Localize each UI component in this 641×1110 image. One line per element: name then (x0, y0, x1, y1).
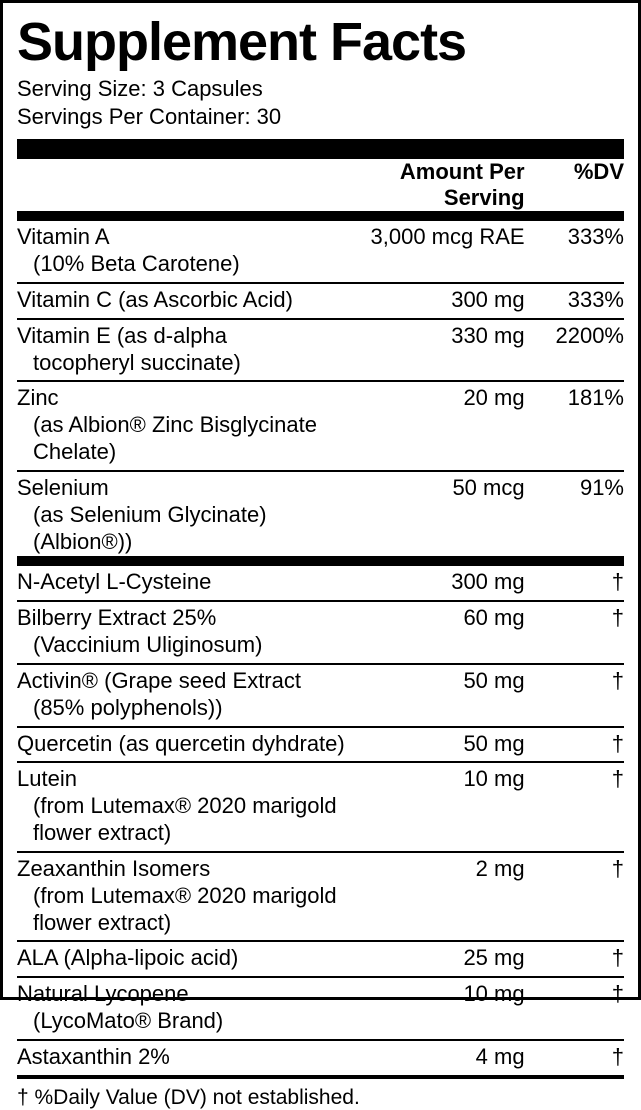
nutrient-source-note: (from Lutemax® 2020 marigold flower extract) (33, 793, 337, 846)
nutrient-amount: 50 mg (463, 667, 525, 693)
table-row (17, 728, 624, 759)
header-table (17, 159, 624, 211)
table-row (17, 602, 624, 660)
nutrient-amount: 2 mg (475, 855, 525, 881)
table-row (17, 978, 624, 1036)
amount-per-serving-header: Amount Per Serving (399, 159, 525, 211)
nutrient-name: Zeaxanthin Isomers (from Lutemax® 2020 marigold flower extract) (17, 853, 352, 937)
nutrient-name: Vitamin C (as Ascorbic Acid) (17, 286, 293, 312)
nutrient-daily-value: 333% (567, 224, 624, 250)
nutrient-amount: 300 mg (451, 286, 525, 312)
vitamins-minerals-table (17, 221, 624, 556)
nutrient-amount: 25 mg (463, 945, 525, 971)
nutrient-name: Lutein (from Lutemax® 2020 marigold flower extract) (17, 763, 352, 847)
nutrient-daily-value: 333% (567, 286, 624, 312)
nutrient-daily-value: † (611, 855, 624, 881)
nutrient-name: ALA (Alpha-lipoic acid) (17, 945, 239, 971)
page-title: Supplement Facts (17, 12, 467, 72)
nutrient-name: Vitamin A (10% Beta Carotene) (17, 221, 352, 279)
dv-header: %DV (573, 159, 624, 185)
nutrient-name: Quercetin (as quercetin dyhdrate) (17, 730, 345, 756)
nutrient-amount: 50 mcg (452, 474, 525, 500)
nutrient-amount: 10 mg (463, 766, 525, 792)
nutrient-amount: 50 mg (463, 730, 525, 756)
nutrient-amount: 10 mg (463, 981, 525, 1007)
table-row (17, 320, 624, 378)
nutrient-amount: 20 mg (463, 385, 525, 411)
nutrient-source-note: (from Lutemax® 2020 marigold flower extract) (33, 882, 337, 935)
servings-per-container-text: Servings Per Container: 30 (17, 104, 282, 130)
nutrient-daily-value: † (611, 605, 624, 631)
table-row (17, 942, 624, 973)
table-row (17, 382, 624, 466)
nutrient-source-note: (10% Beta Carotene) (33, 251, 240, 277)
table-row (17, 853, 624, 937)
table-row (17, 472, 624, 556)
nutrient-daily-value: † (611, 730, 624, 756)
nutrient-daily-value: † (611, 1043, 624, 1069)
nutrient-daily-value: 2200% (555, 322, 624, 348)
nutrient-name: Zinc (as Albion® Zinc Bisglycinate Chelate) (17, 382, 352, 466)
header-bar-top (17, 139, 624, 159)
table-row (17, 763, 624, 847)
nutrient-name: Natural Lycopene (LycoMato® Brand) (17, 978, 352, 1036)
table-row (17, 1041, 624, 1072)
nutrient-source-note: (as Selenium Glycinate) (Albion®)) (33, 501, 267, 554)
table-row (17, 284, 624, 315)
spacer-cell (17, 159, 352, 211)
header-bar-bottom (17, 211, 624, 221)
column-header-row (17, 159, 624, 211)
nutrient-source-note: (85% polyphenols)) (33, 694, 223, 720)
nutrient-source-note: (Vaccinium Uliginosum) (33, 632, 263, 658)
serving-size-text: Serving Size: 3 Capsules (17, 76, 263, 101)
nutrient-name: Bilberry Extract 25% (Vaccinium Uliginosum) (17, 602, 352, 660)
other-ingredients-table (17, 566, 624, 1076)
nutrient-source-note: tocopheryl succinate) (33, 349, 241, 375)
table-row (17, 665, 624, 723)
nutrient-amount: 4 mg (475, 1043, 525, 1069)
table-row (17, 566, 624, 597)
nutrient-amount: 60 mg (463, 605, 525, 631)
nutrient-source-note: (as Albion® Zinc Bisglycinate Chelate) (33, 412, 318, 465)
nutrient-amount: 3,000 mcg RAE (370, 224, 525, 250)
nutrient-name: Vitamin E (as d-alpha tocopheryl succinate) (17, 320, 352, 378)
nutrient-amount: 330 mg (451, 322, 525, 348)
nutrient-amount: 300 mg (451, 569, 525, 595)
nutrient-name: Activin® (Grape seed Extract (85% polyphenols)) (17, 665, 352, 723)
nutrient-daily-value: † (611, 981, 624, 1007)
nutrient-daily-value: † (611, 569, 624, 595)
nutrient-name: Astaxanthin 2% (17, 1043, 170, 1069)
section-divider-bar (17, 556, 624, 566)
table-row (17, 221, 624, 279)
nutrient-daily-value: † (611, 766, 624, 792)
nutrient-daily-value: † (611, 945, 624, 971)
nutrient-daily-value: † (611, 667, 624, 693)
nutrient-name: N-Acetyl L-Cysteine (17, 569, 212, 595)
nutrient-daily-value: 181% (567, 385, 624, 411)
footnote-text: † %Daily Value (DV) not established. (17, 1085, 360, 1109)
nutrient-source-note: (LycoMato® Brand) (33, 1008, 224, 1034)
nutrient-daily-value: 91% (579, 474, 624, 500)
nutrient-name: Selenium (as Selenium Glycinate) (Albion®)) (17, 472, 352, 556)
